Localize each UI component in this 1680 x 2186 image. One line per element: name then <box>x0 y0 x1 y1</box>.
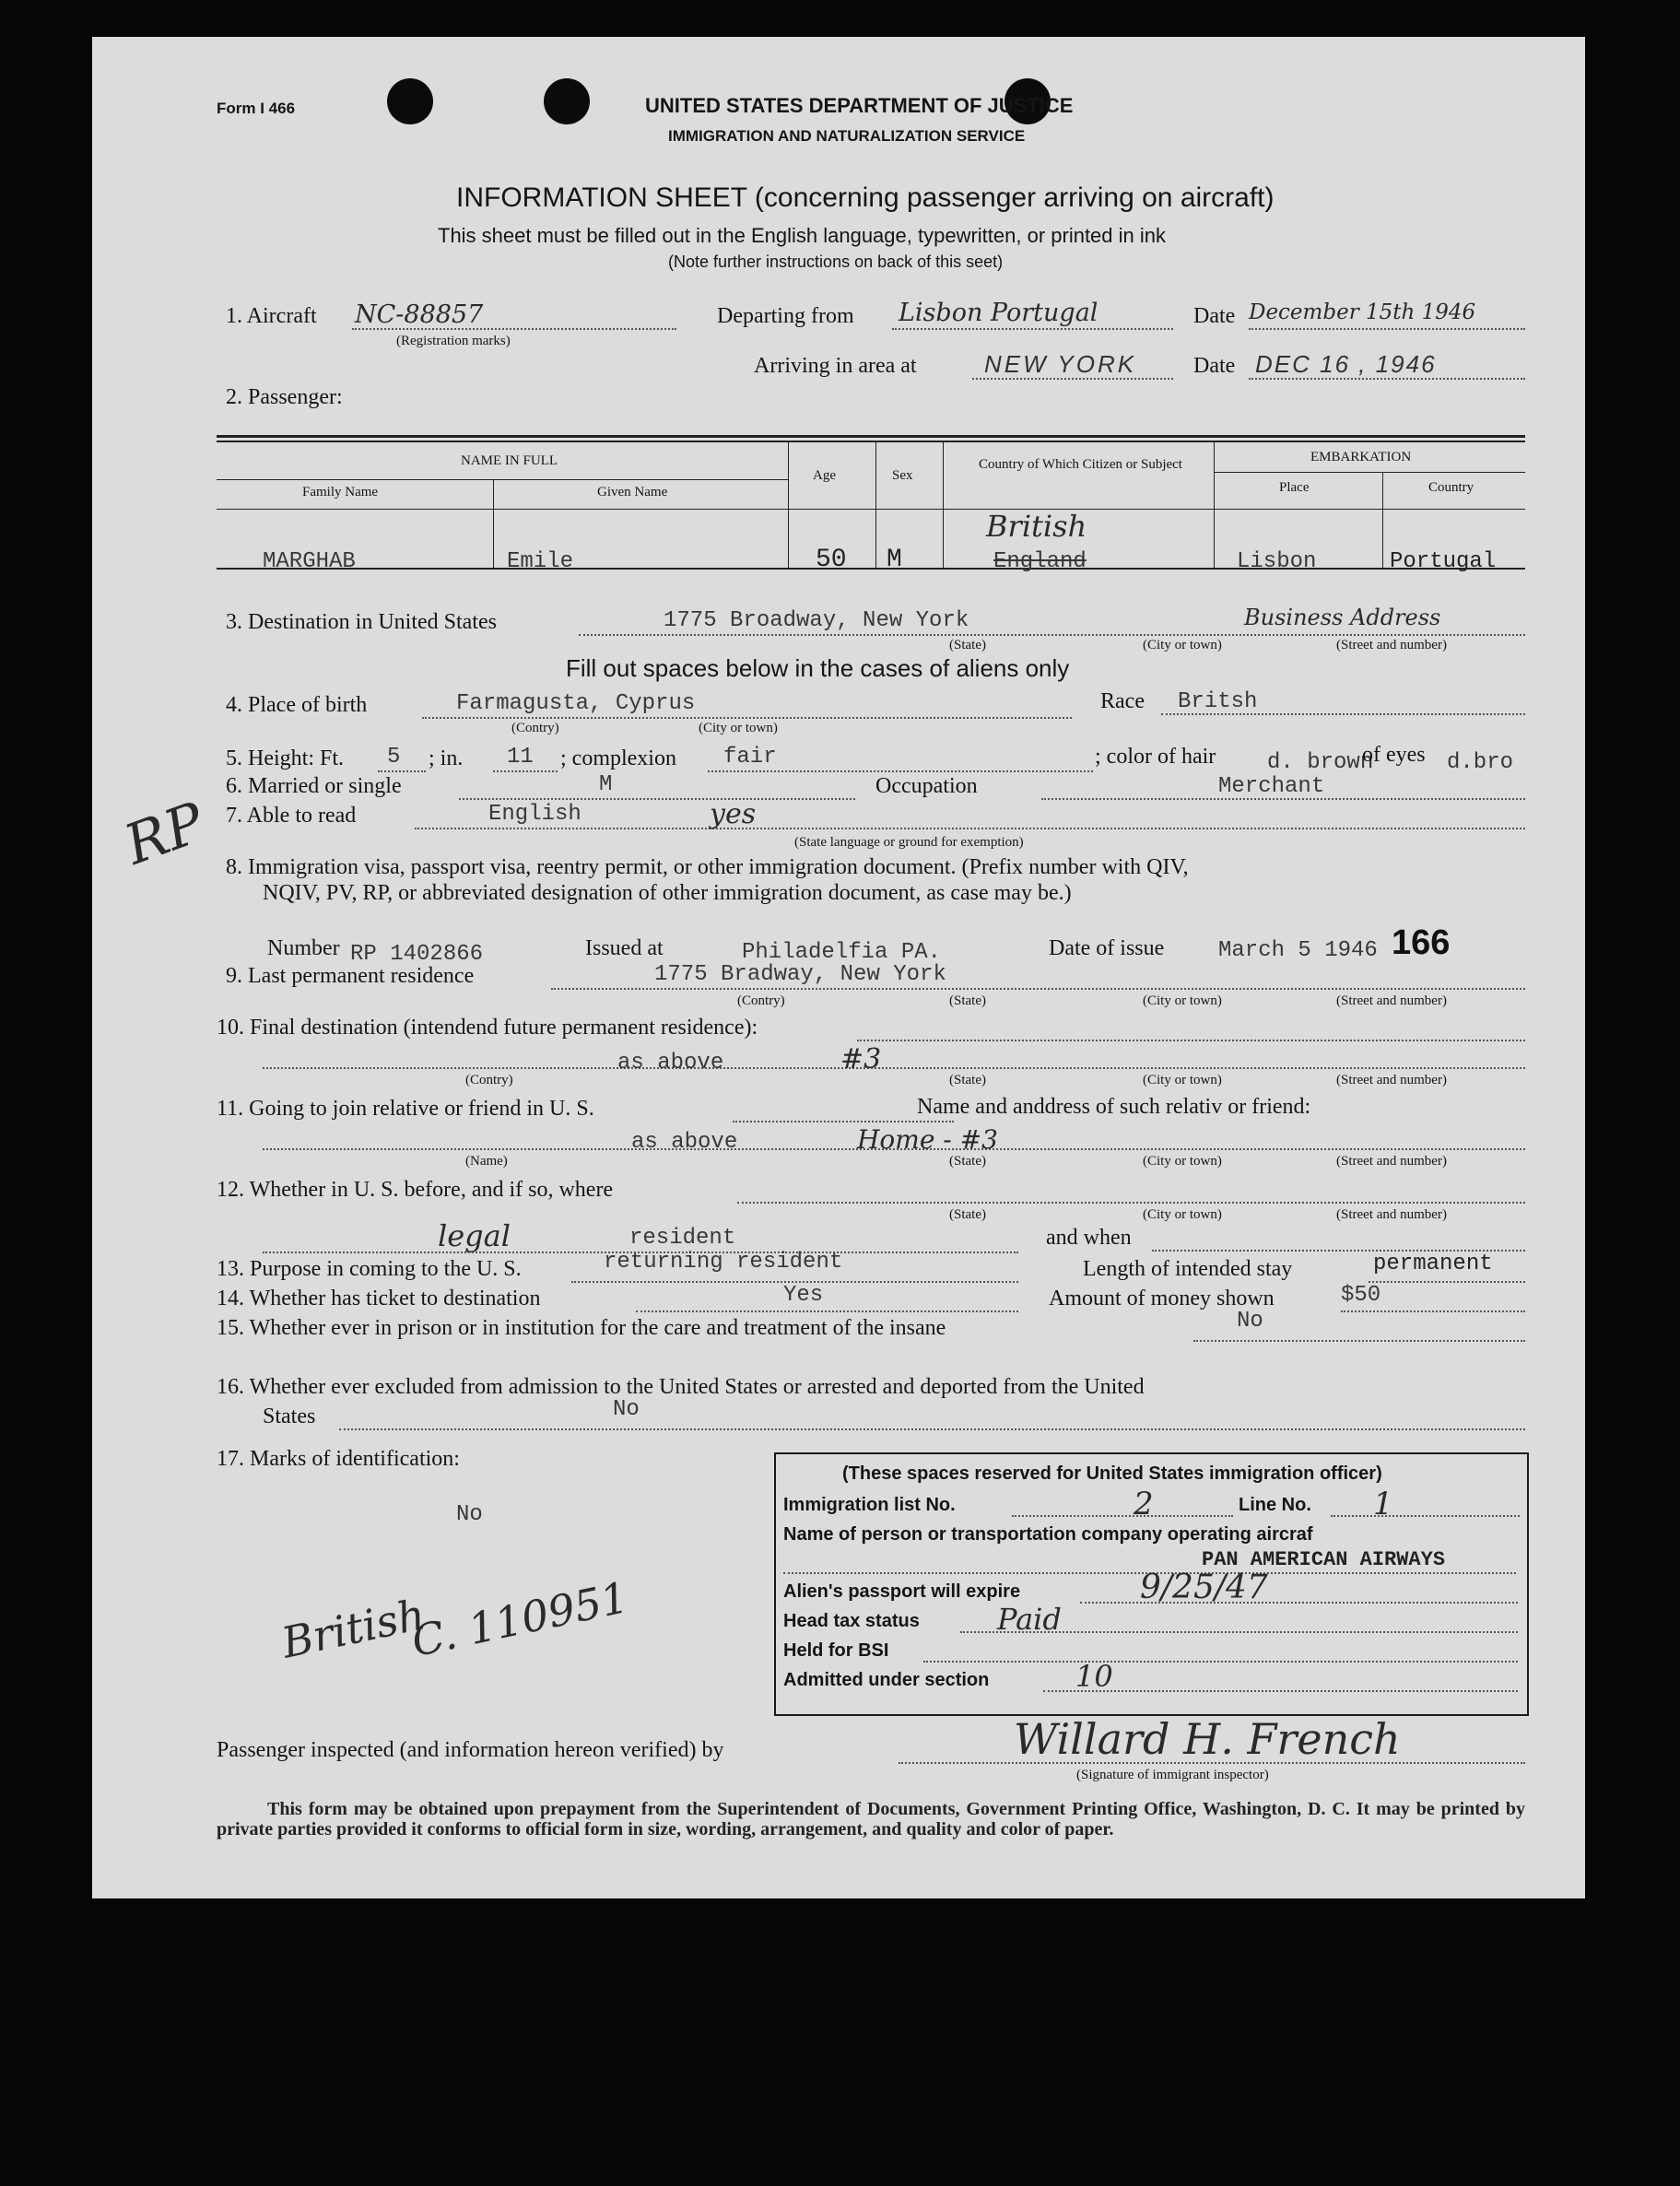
relative-address-label: Name and anddress of such relativ or friend: <box>917 1095 1311 1119</box>
date-correction-stamp: 166 <box>1392 923 1451 962</box>
officer-reserved-box <box>774 1452 1529 1716</box>
residence-country-caption: (Contry) <box>737 993 785 1008</box>
date-of-issue-value: March 5 1946 <box>1218 938 1378 963</box>
when-label: and when <box>1046 1226 1132 1250</box>
embarkation-country-header: Country <box>1428 480 1474 495</box>
family-name-value: MARGHAB <box>263 549 356 574</box>
citizen-country-header: Country of Which Citizen or Subject <box>979 457 1182 472</box>
join-state-caption: (State) <box>949 1154 986 1169</box>
purpose-label: 13. Purpose in coming to the U. S. <box>217 1257 522 1281</box>
destination-state-caption: (State) <box>949 638 986 652</box>
citizen-country-value: England <box>993 549 1087 574</box>
immigration-list-value: 2 <box>1134 1486 1154 1522</box>
departure-date-label: Date <box>1193 304 1236 328</box>
height-inches-value: 11 <box>507 745 534 770</box>
identification-hand-1: British <box>277 1589 429 1668</box>
embarkation-country-value: Portugal <box>1390 549 1497 574</box>
aircraft-label: 1. Aircraft <box>226 304 317 328</box>
final-street-caption: (Street and number) <box>1336 1073 1447 1087</box>
complexion-label: ; complexion <box>560 746 676 770</box>
citizen-country-hand: British <box>986 509 1087 544</box>
visa-label-line-2: NQIV, PV, RP, or abbreviated designation of other immigration document, as case may be.) <box>263 881 1072 905</box>
form-title: INFORMATION SHEET (concerning passenger arriving on aircraft) <box>456 182 1275 213</box>
instruction-line-1: This sheet must be filled out in the English language, typewritten, or printed in ink <box>438 224 1167 247</box>
before-state-caption: (State) <box>949 1207 986 1222</box>
family-name-header: Family Name <box>302 485 379 499</box>
able-to-read-note: (State language or ground for exemption) <box>794 835 1024 850</box>
height-inches-label: ; in. <box>429 746 464 770</box>
punch-hole-1 <box>387 78 433 124</box>
transport-company-label: Name of person or transportation company operating aircraf <box>783 1524 1313 1545</box>
height-label: 5. Height: Ft. <box>226 746 345 770</box>
birth-city-caption: (City or town) <box>699 721 778 735</box>
previous-us-stay-label: 12. Whether in U. S. before, and if so, where <box>217 1178 614 1202</box>
embarkation-header: EMBARKATION <box>1310 450 1412 464</box>
final-destination-label: 10. Final destination (intendend future permanent residence): <box>217 1016 758 1040</box>
identification-marks-label: 17. Marks of identification: <box>217 1447 460 1471</box>
final-country-caption: (Contry) <box>465 1073 513 1087</box>
departing-label: Departing from <box>717 304 854 328</box>
occupation-value: Merchant <box>1218 774 1325 799</box>
signature-caption: (Signature of immigrant inspector) <box>1076 1768 1269 1782</box>
destination-label: 3. Destination in United States <box>226 610 497 634</box>
before-street-caption: (Street and number) <box>1336 1207 1447 1222</box>
arriving-label: Arriving in area at <box>754 354 917 378</box>
birth-place-value: Farmagusta, Cyprus <box>456 691 696 716</box>
eye-color-label: of eyes <box>1362 743 1426 767</box>
join-relative-label: 11. Going to join relative or friend in U. S. <box>217 1097 594 1121</box>
previous-us-stay-value: resident <box>629 1226 736 1251</box>
before-city-caption: (City or town) <box>1143 1207 1222 1222</box>
aircraft-value: NC-88857 <box>355 300 484 329</box>
able-to-read-label: 7. Able to read <box>226 804 357 828</box>
departure-date-value: December 15th 1946 <box>1249 300 1476 324</box>
money-shown-value: $50 <box>1341 1283 1381 1308</box>
ticket-label: 14. Whether has ticket to destination <box>217 1287 541 1310</box>
excluded-label-line-1: 16. Whether ever excluded from admission to the United States or arrested and deported from the United <box>217 1375 1145 1399</box>
final-state-caption: (State) <box>949 1073 986 1087</box>
destination-hand-note: Business Address <box>1244 605 1441 630</box>
join-relative-value: as above <box>631 1130 738 1155</box>
information-sheet-form <box>92 37 1585 1898</box>
instruction-line-2: (Note further instructions on back of this seet) <box>668 253 1004 271</box>
excluded-value: No <box>613 1397 640 1422</box>
destination-value: 1775 Broadway, New York <box>664 608 969 633</box>
arriving-value: NEW YORK <box>984 350 1137 378</box>
join-name-caption: (Name) <box>465 1154 508 1169</box>
last-residence-value: 1775 Bradway, New York <box>654 962 946 987</box>
race-value: Britsh <box>1178 689 1258 714</box>
ticket-value: Yes <box>783 1283 824 1308</box>
sex-header: Sex <box>892 468 913 483</box>
sex-value: M <box>887 546 902 574</box>
residence-state-caption: (State) <box>949 993 986 1008</box>
able-to-read-hand: yes <box>710 798 757 830</box>
embarkation-place-value: Lisbon <box>1237 549 1317 574</box>
line-number-value: 1 <box>1373 1486 1393 1522</box>
identification-marks-value: No <box>456 1502 483 1527</box>
departing-value: Lisbon Portugal <box>899 299 1098 327</box>
residence-street-caption: (Street and number) <box>1336 993 1447 1008</box>
visa-number-value: RP 1402866 <box>350 942 484 967</box>
destination-city-caption: (City or town) <box>1143 638 1222 652</box>
immigration-list-label: Immigration list No. <box>783 1495 956 1515</box>
form-number: Form I 466 <box>217 100 296 117</box>
marital-status-label: 6. Married or single <box>226 774 402 798</box>
money-shown-label: Amount of money shown <box>1049 1287 1275 1310</box>
inspected-by-label: Passenger inspected (and information hereon verified) by <box>217 1738 724 1762</box>
prison-value: No <box>1237 1309 1263 1334</box>
head-tax-label: Head tax status <box>783 1611 920 1631</box>
visa-issued-label: Issued at <box>585 936 664 960</box>
given-name-value: Emile <box>507 549 574 574</box>
admitted-section-label: Admitted under section <box>783 1670 990 1690</box>
hair-color-label: ; color of hair <box>1095 745 1216 769</box>
residence-city-caption: (City or town) <box>1143 993 1222 1008</box>
registration-note: (Registration marks) <box>396 334 511 348</box>
head-tax-value: Paid <box>997 1602 1062 1637</box>
complexion-value: fair <box>723 745 777 770</box>
transport-company-value: PAN AMERICAN AIRWAYS <box>1202 1548 1446 1571</box>
aliens-only-note: Fill out spaces below in the cases of aliens only <box>566 654 1070 682</box>
eye-color-value: d.bro <box>1447 750 1514 775</box>
prison-label: 15. Whether ever in prison or in institution for the care and treatment of the insane <box>217 1316 946 1340</box>
marital-status-value: M <box>599 772 613 797</box>
visa-issued-value: Philadelfia PA. <box>742 940 942 965</box>
hair-color-value: d. brown <box>1267 750 1374 775</box>
join-street-caption: (Street and number) <box>1336 1154 1447 1169</box>
occupation-label: Occupation <box>875 774 978 798</box>
previous-us-stay-hand: legal <box>438 1218 511 1253</box>
height-feet-value: 5 <box>387 745 401 770</box>
join-relative-hand: Home - #3 <box>857 1124 998 1155</box>
destination-street-caption: (Street and number) <box>1336 638 1447 652</box>
passenger-label: 2. Passenger: <box>226 385 343 409</box>
able-to-read-value: English <box>488 802 582 827</box>
margin-rp-mark: RP <box>116 790 213 878</box>
footer-note: This form may be obtained upon prepayment from the Superintendent of Documents, Government Printing Office, Washington, D. C. It may be printed by private parties provided it conforms to official form in size, wording, arrangement, and quality and color of paper. <box>217 1799 1525 1839</box>
birth-country-caption: (Contry) <box>511 721 559 735</box>
excluded-label-line-2: States <box>263 1404 316 1428</box>
age-header: Age <box>813 468 836 483</box>
final-destination-value: as above <box>617 1051 724 1075</box>
race-label: Race <box>1100 689 1145 713</box>
identification-hand-2: C. 110951 <box>406 1571 633 1667</box>
join-city-caption: (City or town) <box>1143 1154 1222 1169</box>
last-residence-label: 9. Last permanent residence <box>226 964 475 988</box>
held-for-bsi-label: Held for BSI <box>783 1640 889 1661</box>
line-number-label: Line No. <box>1239 1495 1311 1515</box>
passport-expiry-label: Alien's passport will expire <box>783 1581 1021 1602</box>
length-of-stay-label: Length of intended stay <box>1083 1257 1293 1281</box>
visa-number-label: Number <box>267 936 340 960</box>
place-header: Place <box>1279 480 1310 495</box>
inspector-signature: Willard H. French <box>1014 1714 1401 1764</box>
final-destination-hand: #3 <box>840 1043 882 1075</box>
punch-hole-2 <box>544 78 590 124</box>
passport-expiry-value: 9/25/47 <box>1140 1569 1268 1606</box>
officer-box-title: (These spaces reserved for United States immigration officer) <box>842 1463 1382 1484</box>
arrival-date-label: Date <box>1193 354 1236 378</box>
birth-place-label: 4. Place of birth <box>226 693 368 717</box>
given-name-header: Given Name <box>597 485 668 499</box>
date-of-issue-label: Date of issue <box>1049 936 1165 960</box>
visa-label-line-1: 8. Immigration visa, passport visa, reentry permit, or other immigration document. (Prefix number with QIV, <box>226 855 1189 879</box>
admitted-section-value: 10 <box>1075 1659 1113 1694</box>
age-value: 50 <box>816 546 847 574</box>
final-city-caption: (City or town) <box>1143 1073 1222 1087</box>
agency-title: UNITED STATES DEPARTMENT OF JUSTICE <box>645 94 1074 117</box>
length-of-stay-value: permanent <box>1373 1252 1493 1276</box>
purpose-value: returning resident <box>604 1250 843 1275</box>
name-in-full-header: NAME IN FULL <box>461 453 558 468</box>
service-title: IMMIGRATION AND NATURALIZATION SERVICE <box>668 127 1026 145</box>
arrival-date-value: DEC 16 , 1946 <box>1255 350 1437 378</box>
